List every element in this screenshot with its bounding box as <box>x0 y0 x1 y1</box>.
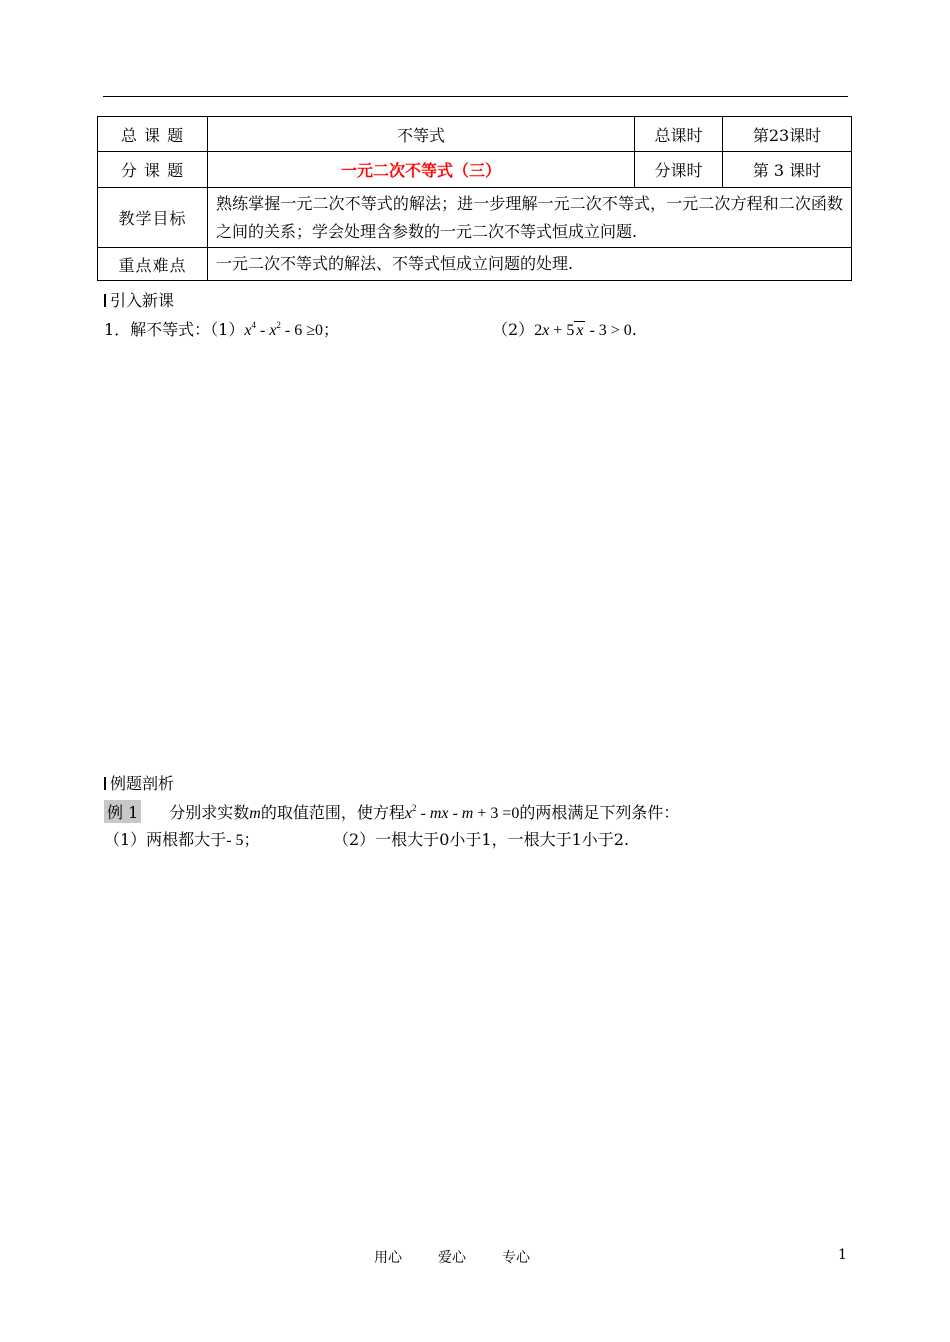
lesson-info-table <box>97 116 852 281</box>
label-total-hours: 总课时 <box>635 117 723 152</box>
condition-2: （2）一根大于0小于1，一根大于1小于2. <box>333 830 630 849</box>
table-row <box>98 188 852 248</box>
table-row <box>98 248 852 281</box>
condition-1: （1）两根都大于- 5； <box>104 830 260 849</box>
label-sub-topic: 分 课 题 <box>98 152 208 188</box>
question-1-part-2: （2）2x + 5 x - 3 > 0. <box>492 320 637 339</box>
example-label: 例 1 <box>104 800 141 823</box>
inequality-2: 2x + 5 x - 3 > 0 <box>534 322 632 339</box>
sub-hours-value: 第 3 课时 <box>723 152 852 188</box>
section-marker-icon <box>104 777 106 790</box>
inequality-1: $x^4 - x^2 - 6 \ge 0$ <box>244 320 324 339</box>
label-sub-hours: 分课时 <box>635 152 723 188</box>
table-row <box>98 117 852 152</box>
label-total-topic: 总 课 题 <box>98 117 208 152</box>
section-heading-intro: 引入新课 <box>104 288 174 311</box>
teaching-goals-text: 熟练掌握一元二次不等式的解法；进一步理解一元二次不等式，一元二次方程和二次函数之间的关系；学会处理含参数的一元二次不等式恒成立问题. <box>208 188 852 248</box>
sub-topic-title: 一元二次不等式（三） <box>208 152 635 188</box>
total-topic-value: 不等式 <box>208 117 635 152</box>
table-row <box>98 152 852 188</box>
example-1: 例 1 分别求实数m的取值范围，使方程$x^2$ - mx - m + 3 =0的两根满足下列条件： <box>104 800 679 823</box>
equation: $x^2$ - mx - m + 3 =0 <box>404 803 520 822</box>
total-hours-value: 第23课时 <box>723 117 852 152</box>
section-marker-icon <box>104 294 106 307</box>
key-points-text: 一元二次不等式的解法、不等式恒成立问题的处理. <box>208 248 852 281</box>
header-rule <box>103 96 848 97</box>
page-number: 1 <box>838 1247 847 1263</box>
label-teaching-goals: 教学目标 <box>98 188 208 248</box>
question-1: 1．解不等式：$(1)x^4 - x^2 - 6 \ge 0$； <box>104 320 340 339</box>
section-heading-examples: 例题剖析 <box>104 771 174 794</box>
label-key-points: 重点难点 <box>98 248 208 281</box>
footer-motto: 用心 爱心 专心 <box>374 1250 530 1266</box>
